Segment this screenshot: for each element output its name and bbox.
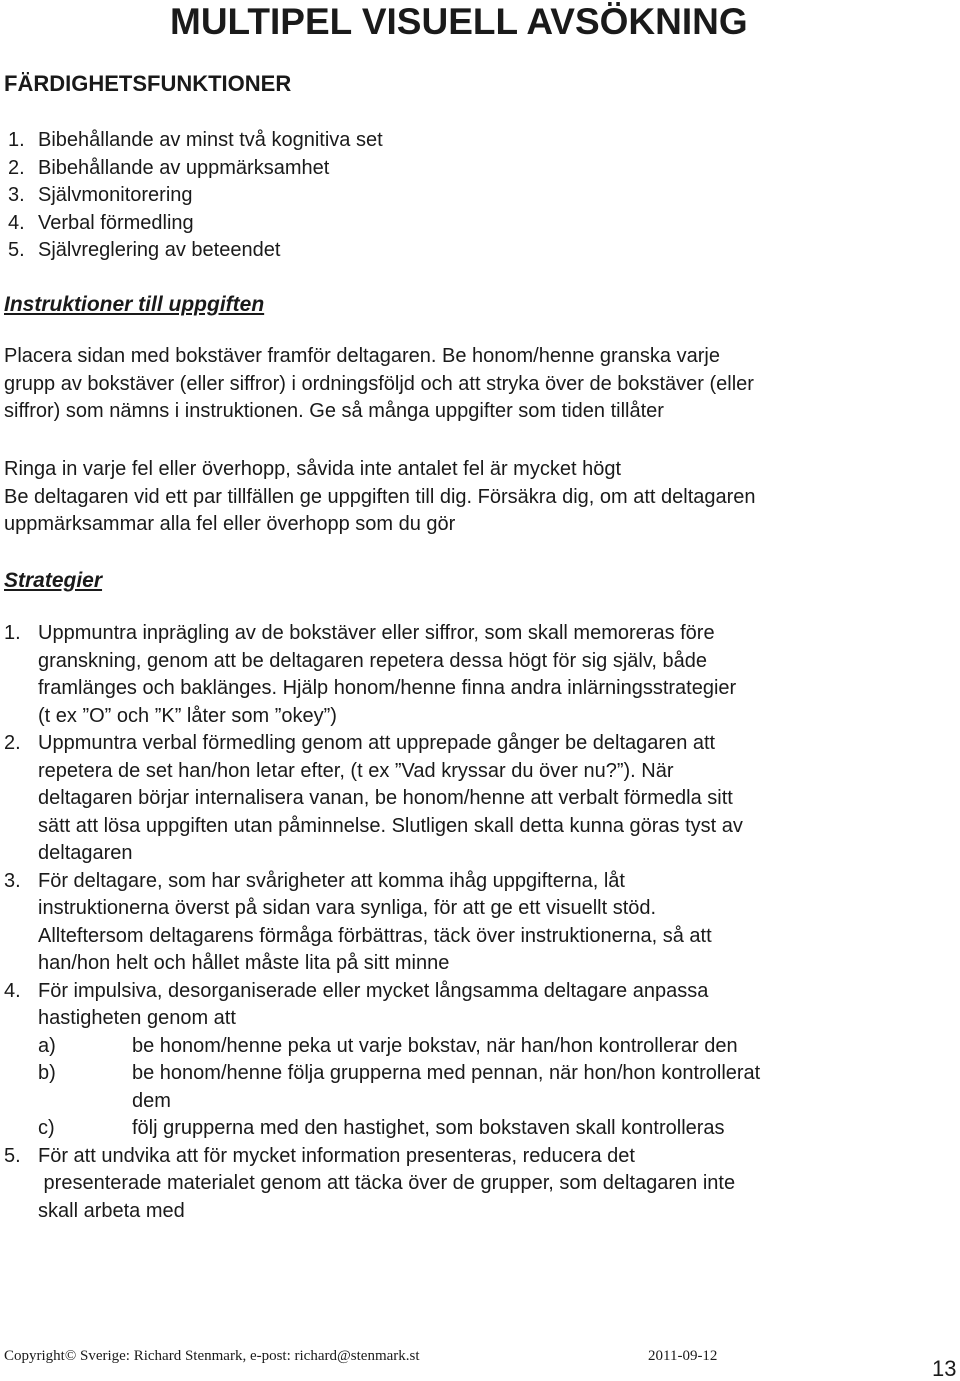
sub-item-letter: b) bbox=[38, 1062, 56, 1084]
strategy-line: (t ex ”O” och ”K” låter som ”okey”) bbox=[38, 704, 337, 727]
sub-item-line: följ grupperna med den hastighet, som bokstaven skall kontrolleras bbox=[132, 1117, 725, 1139]
footer-copyright: Copyright© Sverige: Richard Stenmark, e-post: richard@stenmark.st bbox=[4, 1348, 420, 1364]
paragraph-line: Be deltagaren vid ett par tillfällen ge uppgiften till dig. Försäkra dig, om att deltagaren bbox=[4, 485, 756, 508]
skills-list bbox=[8, 127, 383, 265]
strategy-item bbox=[4, 868, 944, 978]
strategy-item bbox=[4, 1143, 944, 1226]
item-number: 1. bbox=[4, 622, 21, 644]
instructions-paragraph bbox=[4, 343, 944, 426]
item-number: 4. bbox=[8, 211, 25, 234]
item-number: 4. bbox=[4, 979, 21, 1002]
list-item bbox=[8, 127, 383, 155]
strategies-heading: Strategier bbox=[4, 569, 103, 592]
sub-item-letter: c) bbox=[38, 1117, 55, 1139]
item-number: 5. bbox=[8, 239, 25, 261]
paragraph-line: Placera sidan med bokstäver framför deltagaren. Be honom/henne granska varje bbox=[4, 345, 720, 367]
sub-item-line: dem bbox=[132, 1089, 171, 1112]
strategy-line: hastigheten genom att bbox=[38, 1007, 236, 1029]
sub-item-line: be honom/henne peka ut varje bokstav, när han/hon kontrollerar den bbox=[132, 1034, 738, 1057]
strategy-line: Uppmuntra verbal förmedling genom att upprepade gånger be deltagaren att bbox=[38, 732, 716, 754]
item-number: 1. bbox=[8, 129, 25, 151]
strategy-line: Allteftersom deltagarens förmåga förbättras, täck över instruktionerna, så att bbox=[38, 924, 712, 947]
page-number: 13 bbox=[932, 1356, 957, 1381]
list-item bbox=[8, 210, 383, 238]
strategy-line: deltagaren bbox=[38, 842, 133, 864]
footer-date: 2011-09-12 bbox=[648, 1348, 718, 1364]
item-text: Bibehållande av minst två kognitiva set bbox=[38, 129, 383, 151]
list-item bbox=[8, 155, 383, 183]
item-text: Verbal förmedling bbox=[38, 211, 194, 234]
strategy-line: För att undvika att för mycket information presenteras, reducera det bbox=[38, 1144, 635, 1167]
strategy-line: repetera de set han/hon letar efter, (t ex ”Vad kryssar du över nu?”). När bbox=[38, 759, 674, 782]
strategy-line: deltagaren börjar internalisera vanan, be honom/henne att verbalt förmedla sitt bbox=[38, 787, 733, 809]
item-number: 3. bbox=[8, 184, 25, 206]
strategy-item bbox=[4, 730, 944, 868]
strategy-line: granskning, genom att be deltagaren repetera dessa högt för sig själv, både bbox=[38, 649, 707, 672]
strategy-item bbox=[4, 620, 944, 730]
paragraph-line: siffror) som nämns i instruktionen. Ge så många uppgifter som tiden tillåter bbox=[4, 400, 664, 422]
page-title: MULTIPEL VISUELL AVSÖKNING bbox=[170, 1, 748, 42]
skills-heading: FÄRDIGHETSFUNKTIONER bbox=[4, 71, 292, 96]
strategy-item bbox=[4, 978, 944, 1143]
sub-item bbox=[38, 1115, 944, 1143]
item-number: 2. bbox=[4, 732, 21, 754]
item-text: Självmonitorering bbox=[38, 184, 193, 206]
list-item bbox=[8, 237, 383, 265]
item-number: 5. bbox=[4, 1144, 21, 1167]
item-text: Självreglering av beteendet bbox=[38, 239, 281, 261]
paragraph-line: Ringa in varje fel eller överhopp, såvida inte antalet fel är mycket högt bbox=[4, 458, 622, 480]
strategy-line: Uppmuntra inprägling av de bokstäver eller siffror, som skall memoreras före bbox=[38, 622, 715, 644]
paragraph-line: grupp av bokstäver (eller siffror) i ordningsföljd och att stryka över de bokstäver (eller bbox=[4, 372, 754, 395]
strategy-line: För impulsiva, desorganiserade eller mycket långsamma deltagare anpassa bbox=[38, 979, 709, 1002]
instructions-heading: Instruktioner till uppgiften bbox=[4, 293, 265, 316]
sub-item-line: be honom/henne följa grupperna med pennan, när hon/hon kontrollerat bbox=[132, 1062, 761, 1084]
strategy-line: framlänges och baklänges. Hjälp honom/henne finna andra inlärningsstrategier bbox=[38, 677, 737, 699]
strategy-line: skall arbeta med bbox=[38, 1199, 185, 1222]
strategies-list bbox=[4, 620, 944, 1225]
strategy-line: han/hon helt och hållet måste lita på sitt minne bbox=[38, 952, 450, 974]
strategy-line: sätt att lösa uppgiften utan påminnelse. Slutligen skall detta kunna göras tyst av bbox=[38, 814, 743, 837]
strategy-line: För deltagare, som har svårigheter att komma ihåg uppgifterna, låt bbox=[38, 869, 625, 892]
sub-item-letter: a) bbox=[38, 1034, 56, 1057]
strategy-line: instruktionerna överst på sidan vara synliga, för att ge ett visuellt stöd. bbox=[38, 897, 657, 919]
list-item bbox=[8, 182, 383, 210]
paragraph-line: uppmärksammar alla fel eller överhopp som du gör bbox=[4, 513, 456, 535]
item-number: 3. bbox=[4, 869, 21, 892]
item-text: Bibehållande av uppmärksamhet bbox=[38, 156, 330, 179]
item-number: 2. bbox=[8, 156, 25, 179]
strategy-line: presenterade materialet genom att täcka över de grupper, som deltagaren inte bbox=[38, 1172, 736, 1194]
sub-item bbox=[38, 1033, 944, 1061]
sub-item bbox=[38, 1060, 944, 1115]
instructions-paragraph-2 bbox=[4, 456, 944, 539]
